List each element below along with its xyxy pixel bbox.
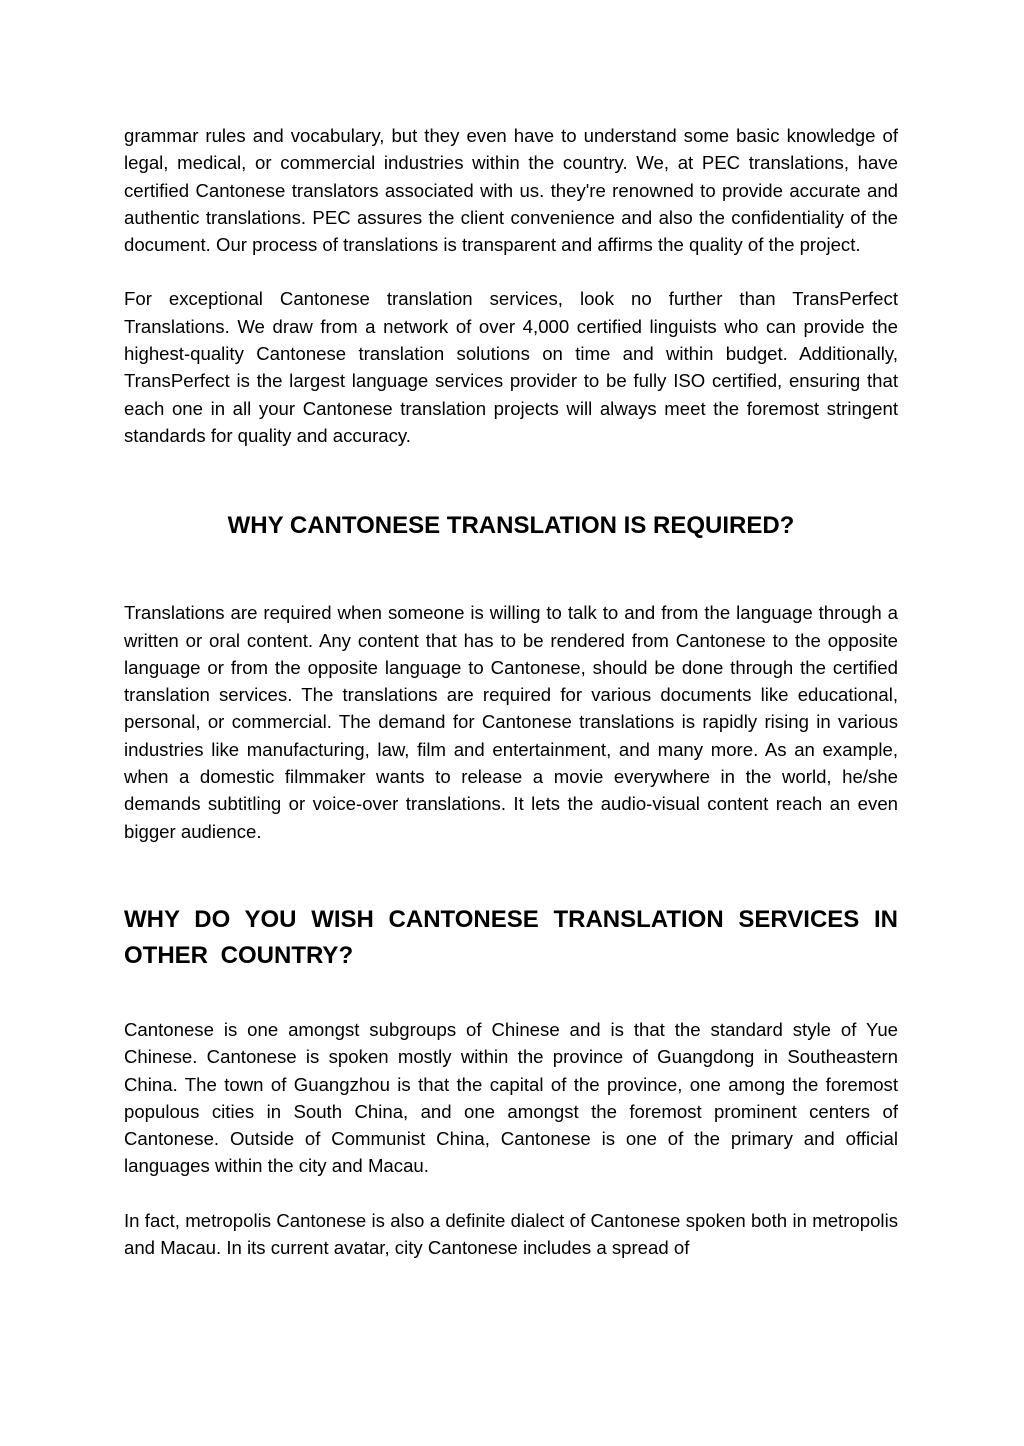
body-paragraph: For exceptional Cantonese translation services, look no further than TransPerfect Translations. We draw from a network of over 4,000 certified linguists who can provide the highest-quality Cantonese translation solutions on time and within budget. Additionally, TransPerfect is the largest language services provider to be fully ISO certified, ensuring that each one in all your Cantonese translation projects will always meet the foremost stringent standards for quality and accuracy. xyxy=(124,288,898,446)
section-heading: WHY CANTONESE TRANSLATION IS REQUIRED? xyxy=(227,512,795,540)
body-paragraph: grammar rules and vocabulary, but they even have to understand some basic knowledge of legal, medical, or commercial industries within the country. We, at PEC translations, have certified Cantonese translators associated with us. they're renowned to provide accurate and authentic translations. PEC assures the client convenience and also the confidentiality of the document. Our process of translations is transparent and affirms the quality of the project. xyxy=(124,125,898,256)
body-paragraph: Cantonese is one amongst subgroups of Chinese and is that the standard style of Yue Chinese. Cantonese is spoken mostly within the province of Guangdong in Southeastern China. The town of Guangzhou is that the capital of the province, one among the foremost populous cities in South China, and one amongst the foremost prominent centers of Cantonese. Outside of Communist China, Cantonese is one of the primary and official languages within the city and Macau. xyxy=(124,1018,898,1177)
section-heading: WHY DO YOU WISH CANTONESE TRANSLATION SERVICES IN OTHER COUNTRY? xyxy=(124,905,898,970)
body-paragraph: Translations are required when someone is willing to talk to and from the language through a written or oral content. Any content that has to be rendered from Cantonese to the opposite language or from the opposite language to Cantonese, should be done through the certified translation services. The translations are required for various documents like educational, personal, or commercial. The demand for Cantonese translations is rapidly rising in various industries like manufacturing, law, film and entertainment, and many more. As an example, when a domestic filmmaker wants to release a movie everywhere in the world, he/she demands subtitling or voice-over translations. It lets the audio-visual content reach an even bigger audience. xyxy=(124,602,898,842)
body-paragraph: In fact, metropolis Cantonese is also a definite dialect of Cantonese spoken both in metropolis and Macau. In its current avatar, city Cantonese includes a spread of xyxy=(124,1209,898,1259)
document-page xyxy=(124,122,898,1261)
